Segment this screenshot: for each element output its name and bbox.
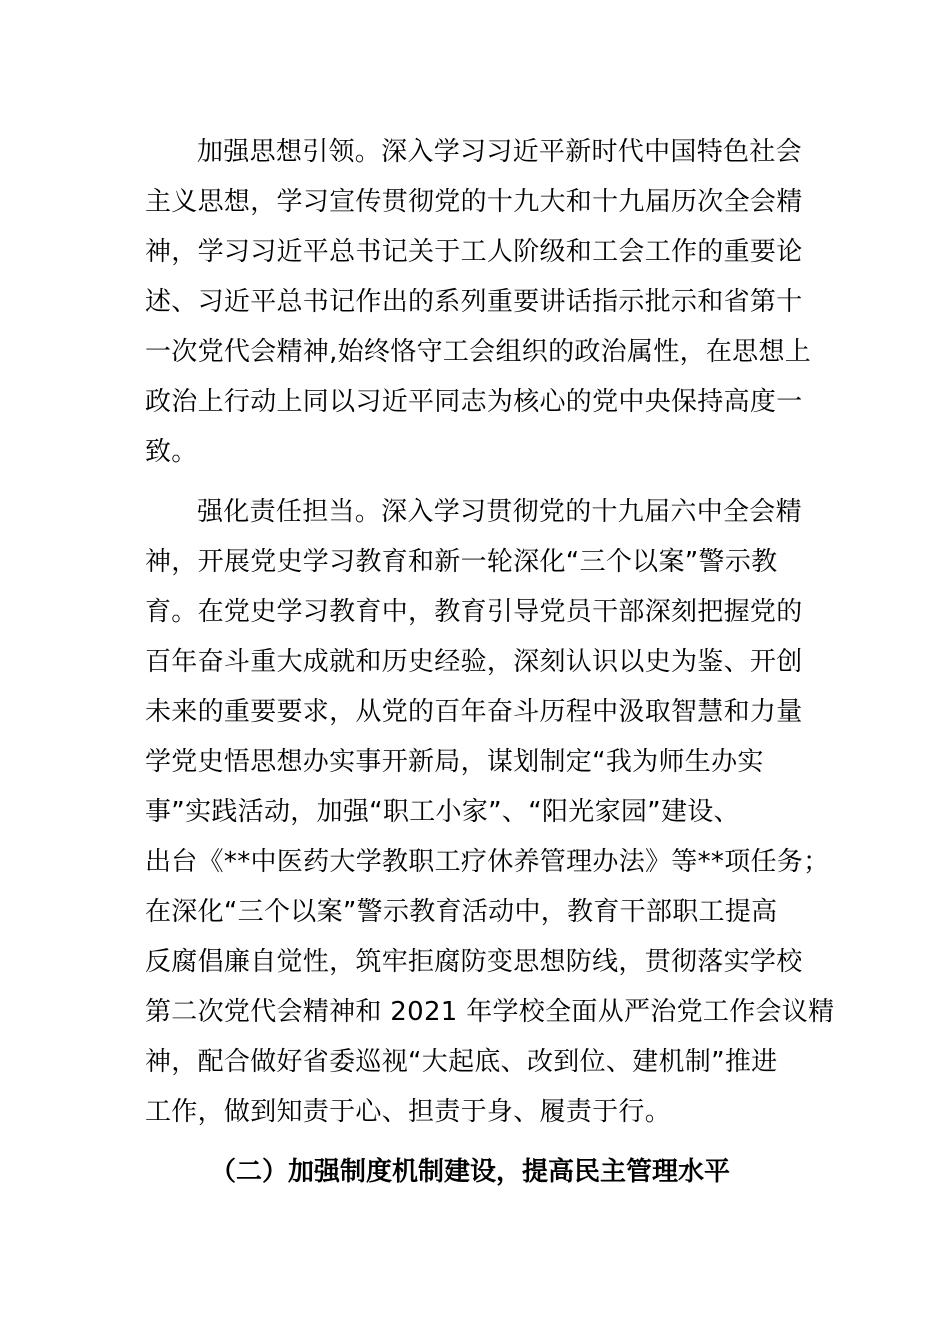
- paragraph1-line-1: 加强思想引领。深入学习习近平新时代中国特色社会: [197, 137, 802, 167]
- paragraph1-line-7: 致。: [145, 437, 198, 467]
- paragraph2-line-9: 在深化“三个以案”警示教育活动中，教育干部职工提高: [145, 897, 778, 927]
- paragraph1-line-4: 述、习近平总书记作出的系列重要讲话指示批示和省第十: [145, 287, 803, 317]
- paragraph2-line-7: 事”实践活动，加强“职工小家”、“阳光家园”建设、: [145, 797, 740, 827]
- paragraph2-line-5: 未来的重要要求，从党的百年奋斗历程中汲取智慧和力量: [145, 697, 803, 727]
- paragraph2-line-1: 强化责任担当。深入学习贯彻党的十九届六中全会精: [197, 497, 802, 527]
- paragraph2-line-2: 神，开展党史学习教育和新一轮深化“三个以案”警示教: [145, 547, 778, 577]
- paragraph1-line-2: 主义思想，学习宣传贯彻党的十九大和十九届历次全会精: [145, 187, 803, 217]
- paragraph2-line-6: 学党史悟思想办实事开新局，谋划制定“我为师生办实: [145, 747, 764, 777]
- section-heading: （二）加强制度机制建设，提高民主管理水平: [210, 1157, 731, 1187]
- paragraph1-line-5: 一次党代会精神,始终恪守工会组织的政治属性，在思想上: [145, 337, 812, 367]
- paragraph1-line-3: 神，学习习近平总书记关于工人阶级和工会工作的重要论: [145, 237, 803, 267]
- paragraph2-line-4: 百年奋斗重大成就和历史经验，深刻认识以史为鉴、开创: [145, 647, 803, 677]
- paragraph2-line-11: 第二次党代会精神和 2021 年学校全面从严治党工作会议精: [145, 997, 835, 1027]
- paragraph2-line-8: 出台《**中医药大学教职工疗休养管理办法》等**项任务；: [145, 847, 830, 877]
- paragraph2-line-10: 反腐倡廉自觉性，筑牢拒腐防变思想防线，贯彻落实学校: [145, 947, 803, 977]
- paragraph2-line-3: 育。在党史学习教育中，教育引导党员干部深刻把握党的: [145, 597, 803, 627]
- paragraph2-line-13: 工作，做到知责于心、担责于身、履责于行。: [145, 1097, 672, 1127]
- paragraph2-line-12: 神，配合做好省委巡视“大起底、改到位、建机制”推进: [145, 1047, 778, 1077]
- paragraph1-line-6: 政治上行动上同以习近平同志为核心的党中央保持高度一: [145, 387, 803, 417]
